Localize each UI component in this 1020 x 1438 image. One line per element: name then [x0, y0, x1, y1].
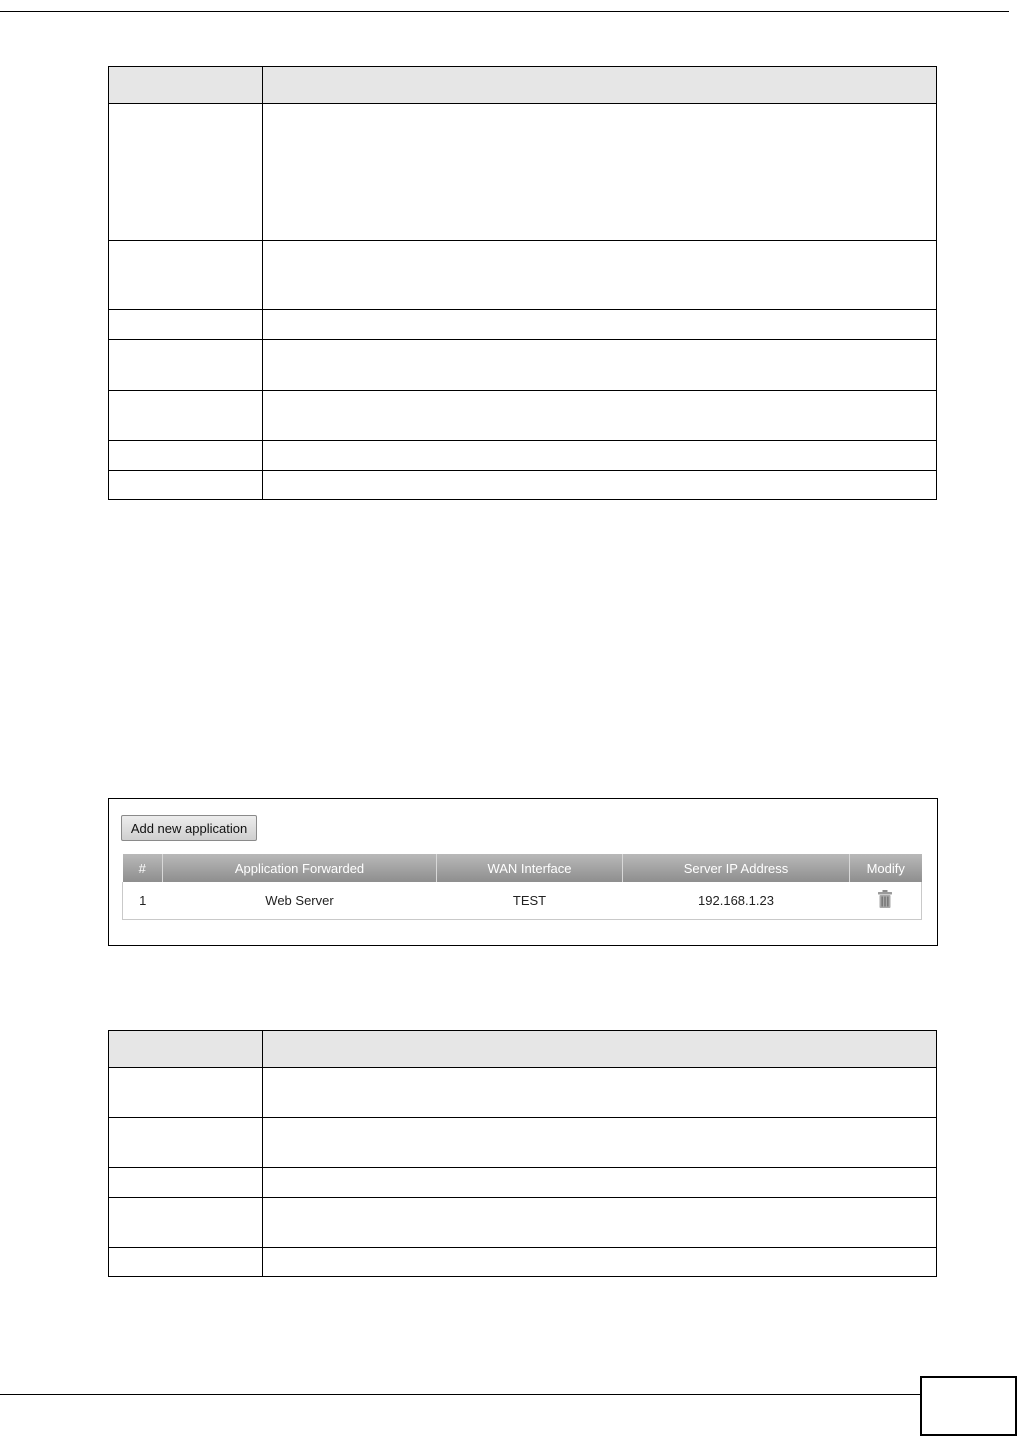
description-header: [263, 67, 937, 104]
table-row: [109, 391, 937, 441]
col-application-header: Application Forwarded: [163, 854, 437, 882]
grid-header-row: [123, 854, 922, 882]
add-new-application-button[interactable]: Add new application: [121, 815, 257, 841]
header-rule: [0, 11, 1009, 12]
row-application: Web Server: [163, 882, 437, 920]
table-row: [109, 1198, 937, 1248]
col-modify-header: Modify: [850, 854, 922, 882]
col-index-header: #: [123, 854, 163, 882]
description-header: [263, 1031, 937, 1068]
table-row: [109, 1248, 937, 1277]
col-server-ip-header: Server IP Address: [623, 854, 850, 882]
table-row: [109, 340, 937, 391]
table-row: [109, 441, 937, 471]
table-row: [109, 471, 937, 500]
footer-rule: [0, 1394, 920, 1395]
description-table-bottom: [108, 1030, 937, 1277]
row-wan-interface: TEST: [437, 882, 623, 920]
trash-icon[interactable]: [878, 890, 892, 911]
col-wan-interface-header: WAN Interface: [437, 854, 623, 882]
label-header: [109, 67, 263, 104]
description-table-top: [108, 66, 937, 500]
table-header-row: [109, 1031, 937, 1068]
table-row: [109, 1168, 937, 1198]
row-modify: [850, 882, 922, 920]
table-row: [109, 241, 937, 310]
table-row: [109, 1068, 937, 1118]
row-index: 1: [123, 882, 163, 920]
table-row: [109, 104, 937, 241]
application-forwarding-screen: [108, 798, 938, 946]
application-table: [122, 854, 922, 920]
table-row: [109, 310, 937, 340]
table-row: [123, 882, 922, 920]
table-row: [109, 1118, 937, 1168]
label-header: [109, 1031, 263, 1068]
table-header-row: [109, 67, 937, 104]
row-server-ip: 192.168.1.23: [623, 882, 850, 920]
page-number-box: [920, 1376, 1017, 1436]
